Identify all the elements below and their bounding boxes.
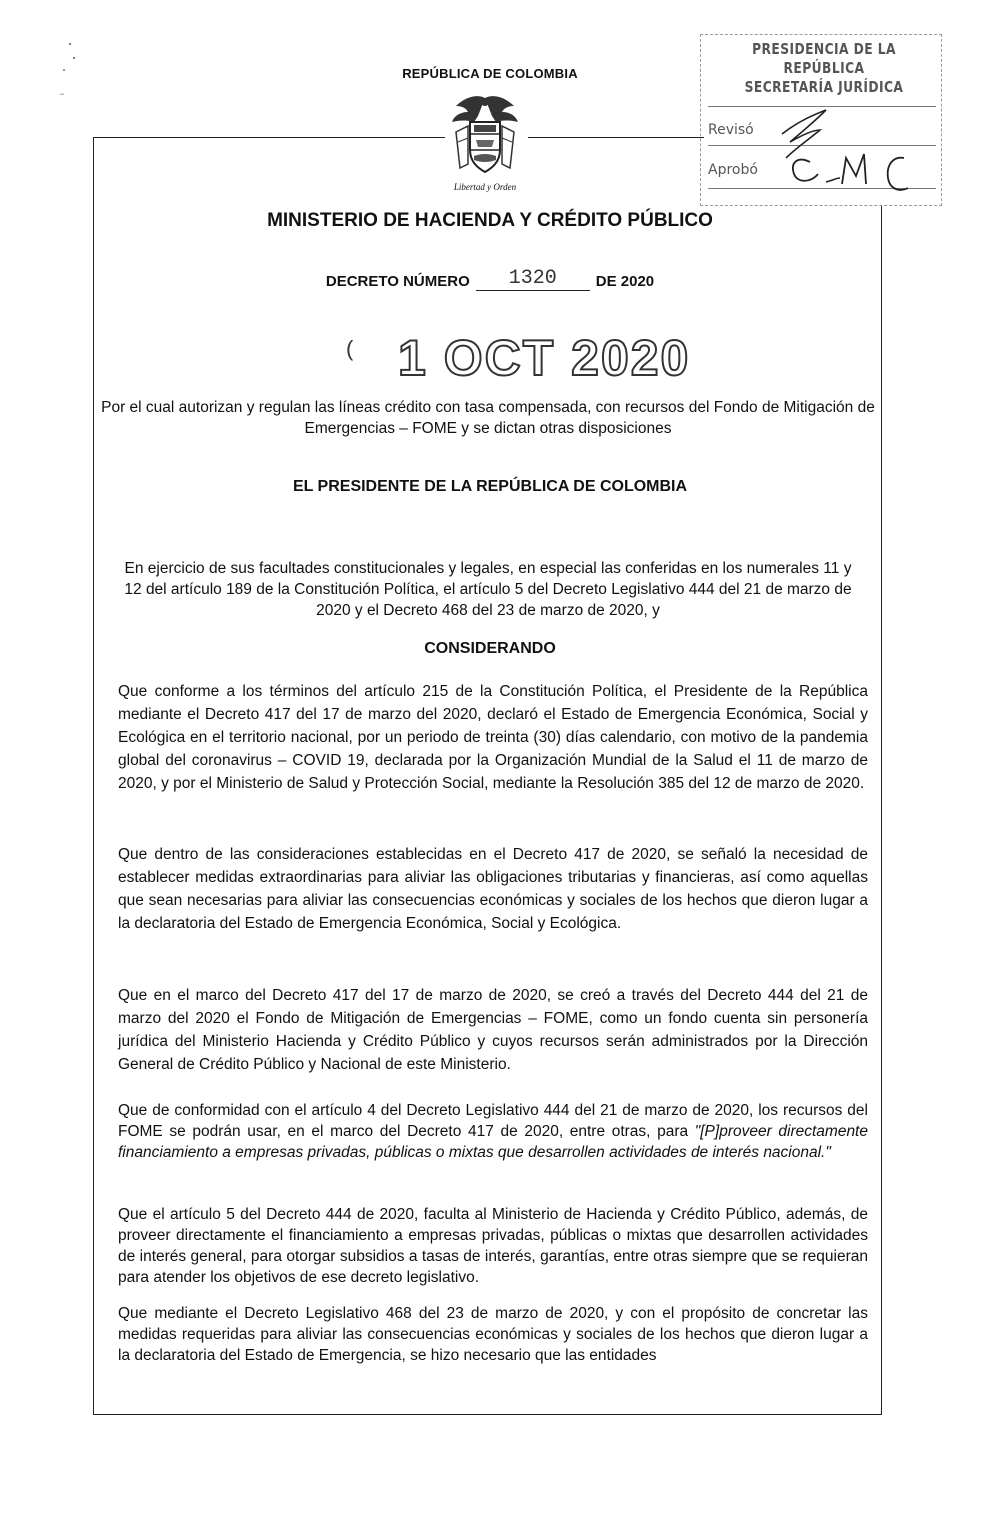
date-stamp: 1 OCT 2020 — [398, 330, 691, 386]
paragraph-4-quote: "[P]proveer directamente financiamiento a empresas privadas, públicas o mixtas que desarrollen actividades de interés nacional." — [118, 1123, 868, 1161]
stamp-aprobo-label: Aprobó — [708, 162, 758, 178]
decree-label: DECRETO NÚMERO — [325, 273, 470, 290]
frame-top-right-rule — [528, 137, 704, 138]
decree-number-line — [0, 267, 980, 294]
paragraph-4-lead: Que de conformidad con el artículo 4 del Decreto Legislativo 444 del 21 de marzo de 2020, los recursos del FOME se podrán usar, en el marco del Decreto 417 de 2020, entre otras, para — [118, 1102, 868, 1140]
paragraph-3: Que en el marco del Decreto 417 del 17 de marzo de 2020, se creó a través del Decreto 444 del 21 de marzo del 2020 el Fondo de Mitigación de Emergencias – FOME, como un fondo cuenta sin personería jurídica del Ministerio Hacienda y Crédito Público y cuyos recursos serán administrados por la Dirección General de Crédito Público y Nacional de este Ministerio. — [118, 987, 868, 1073]
frame-left-rule — [93, 137, 94, 1415]
powers-paragraph: En ejercicio de sus facultades constitucionales y legales, en especial las conferidas en los numerales 11 y 12 del artículo 189 de la Constitución Política, el artículo 5 del Decreto Legislativo 444 del 21 de marzo de 2020 y el Decreto 468 del 23 de marzo de 2020, y — [124, 560, 852, 619]
paragraph-4 — [118, 1100, 868, 1163]
paragraph-1: Que conforme a los términos del artículo 215 de la Constitución Política, el Presidente de la República mediante el Decreto 417 del 17 de marzo del 2020, declaró el Estado de Emergencia Económica, Social y Ecológica en el territorio nacional, por un periodo de treinta (30) días calendario, con motivo de la pandemia global del coronavirus – COVID 19, declarada por la Organización Mundial de la Salud el 11 de marzo de 2020, y por el Ministerio de Salud y Protección Social, mediante la Resolución 385 del 12 de marzo de 2020. — [118, 683, 868, 792]
motto: Libertad y Orden — [453, 182, 517, 192]
frame-bottom-rule — [93, 1414, 882, 1415]
stamp-line-1: PRESIDENCIA DE LA REPÚBLICA — [752, 40, 896, 77]
paragraph-5: Que el artículo 5 del Decreto 444 de 2020, faculta al Ministerio de Hacienda y Crédito Público, además, de proveer directamente el financiamiento a empresas privadas, públicas o mixtas que desarrollen actividades de interés general, para otorgar subsidios a tasas de interés, garantías, entre otras siempre que se requieran para atender los objetivos de ese decreto legislativo. — [118, 1206, 868, 1286]
president-heading: EL PRESIDENTE DE LA REPÚBLICA DE COLOMBIA — [292, 478, 688, 495]
date-paren: ( — [346, 336, 354, 361]
decree-year: DE 2020 — [595, 273, 655, 290]
stamp-reviso-label: Revisó — [708, 122, 754, 138]
decree-subject: Por el cual autorizan y regulan las líneas crédito con tasa compensada, con recursos del Fondo de Mitigación de Emergencias – FOME y se dictan otras disposiciones — [101, 399, 875, 437]
paragraph-2: Que dentro de las consideraciones establecidas en el Decreto 417 de 2020, se señaló la necesidad de establecer medidas extraordinarias para aliviar las obligaciones tributarias y financieras, así como aquellas que sean necesarias para aliviar las consecuencias económicas y sociales de los hechos que dieron lugar a la declaratoria del Estado de Emergencia Económica, Social y Ecológica. — [118, 846, 868, 932]
stamp-line-2: SECRETARÍA JURÍDICA — [744, 78, 904, 96]
frame-right-rule — [881, 205, 882, 1415]
handwritten-signature-icon — [690, 100, 940, 210]
republic-heading: REPÚBLICA DE COLOMBIA — [402, 66, 578, 81]
stamp-title — [727, 40, 921, 97]
ministry-title: MINISTERIO DE HACIENDA Y CRÉDITO PÚBLICO — [267, 210, 713, 231]
coat-of-arms-icon — [448, 92, 522, 184]
frame-top-left-rule — [93, 137, 445, 138]
considering-heading: CONSIDERANDO — [424, 640, 556, 657]
decree-number: 1320 — [476, 267, 590, 291]
paragraph-6: Que mediante el Decreto Legislativo 468 del 23 de marzo de 2020, y con el propósito de concretar las medidas requeridas para aliviar las consecuencias económicas y sociales de los hechos que dieron lugar a la declaratoria del Estado de Emergencia, se hizo necesario que las entidades — [118, 1305, 868, 1364]
